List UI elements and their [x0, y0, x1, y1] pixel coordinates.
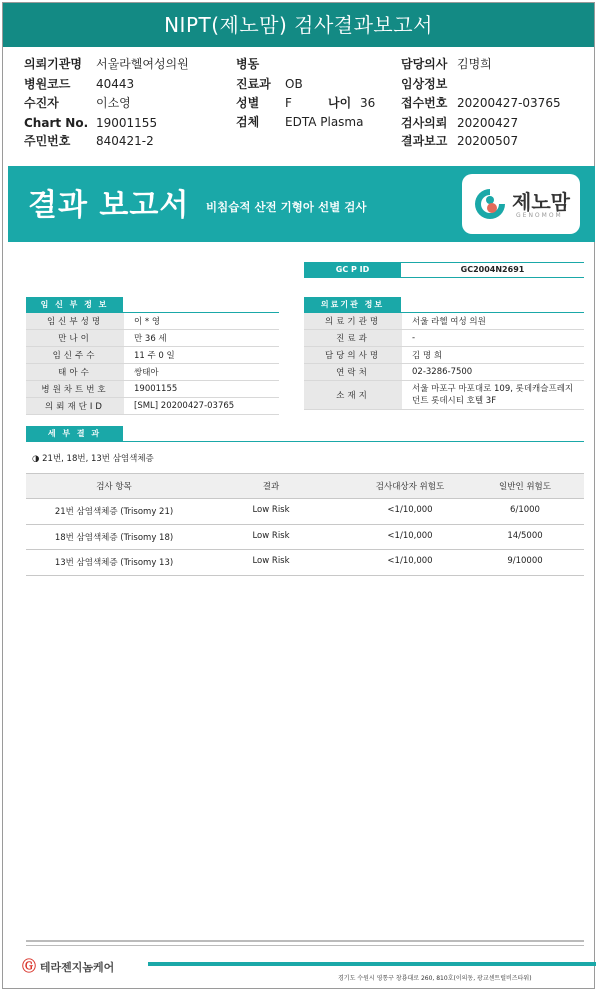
results-column-header: 일반인 위험도	[499, 482, 551, 492]
info-label: 태아수	[26, 364, 124, 381]
report-banner	[8, 166, 595, 242]
report-title: NIPT(제노맘) 검사결과보고서	[3, 3, 594, 47]
info-label: 임신부성명	[26, 313, 124, 330]
info-label: 의뢰재단ID	[26, 398, 124, 415]
info-value: 02-3286-7500	[402, 364, 584, 381]
value-sex: F	[285, 96, 292, 110]
results-cell: 21번 삼염색체증 (Trisomy 21)	[54, 507, 174, 517]
value-institution: 서울라헬여성의원	[96, 57, 189, 71]
company-name: 테라젠지놈케어	[39, 961, 115, 974]
value-receipt-no: 20200427-03765	[457, 96, 561, 110]
section-details: 세 부 결 과	[26, 426, 123, 441]
results-cell: 6/1000	[510, 505, 540, 515]
results-cell: <1/10,000	[387, 531, 433, 541]
terragen-logo	[22, 956, 114, 976]
label-specimen: 검체	[236, 115, 260, 129]
footer-divider	[26, 940, 584, 942]
info-value: -	[402, 330, 584, 347]
results-cell: 13번 삼염색체증 (Trisomy 13)	[54, 558, 174, 568]
label-sex: 성별	[236, 96, 260, 110]
label-chart-no: Chart No.	[24, 116, 89, 130]
results-cell: 14/5000	[507, 531, 543, 541]
banner-subtitle: 비침습적 산전 기형아 선별 검사	[206, 200, 367, 214]
info-label: 담당의사명	[304, 347, 402, 364]
row-divider	[26, 549, 584, 550]
info-value: 만 36 세	[124, 330, 279, 347]
label-receipt-no: 접수번호	[401, 96, 448, 110]
results-cell: 18번 삼염색체증 (Trisomy 18)	[54, 533, 174, 543]
info-label: 의료기관명	[304, 313, 402, 330]
info-value: 이 * 영	[124, 313, 279, 330]
label-report-date: 결과보고	[401, 134, 448, 148]
results-cell: <1/10,000	[387, 556, 433, 566]
info-value: 서울 라헬 여성 의원	[402, 313, 584, 330]
info-row	[304, 330, 584, 347]
label-ward: 병동	[236, 57, 260, 71]
info-label: 임신주수	[26, 347, 124, 364]
results-cell: 9/10000	[507, 556, 543, 566]
info-label: 만나이	[26, 330, 124, 347]
label-age: 나이	[328, 96, 352, 110]
info-label: 진료과	[304, 330, 402, 347]
genomom-logo	[462, 174, 580, 234]
row-divider	[26, 498, 584, 499]
company-address: 경기도 수원시 영통구 창룡대로 260, 810호(이의동, 광교센트럴비즈타워)	[338, 975, 532, 982]
value-request-date: 20200427	[457, 116, 519, 130]
info-value: 11 주 0 일	[124, 347, 279, 364]
value-patient: 이소영	[96, 96, 131, 110]
info-row	[26, 347, 279, 364]
label-clinical-info: 임상정보	[401, 77, 448, 91]
value-specimen: EDTA Plasma	[285, 115, 364, 129]
result-note	[32, 452, 154, 464]
section-institution-info: 의료기관 정보	[304, 297, 401, 312]
gcp-id-label: GC P ID	[304, 262, 401, 278]
value-department: OB	[285, 77, 303, 91]
institution-info-table	[304, 313, 584, 410]
patient-info-table	[26, 313, 279, 415]
section-patient-info: 임 신 부 정 보	[26, 297, 123, 312]
info-row	[26, 381, 279, 398]
logo-subtext: GENOMOM	[516, 212, 563, 219]
info-value: 김 명 희	[402, 347, 584, 364]
value-age: 36	[360, 96, 376, 110]
label-patient: 수진자	[24, 96, 59, 110]
half-circle-icon: ◑	[32, 454, 40, 464]
info-label: 연락처	[304, 364, 402, 381]
results-cell: Low Risk	[252, 531, 290, 541]
label-department: 진료과	[236, 77, 271, 91]
label-institution: 의뢰기관명	[24, 57, 82, 71]
results-cell: Low Risk	[252, 556, 290, 566]
gcp-id-value: GC2004N2691	[401, 262, 584, 278]
info-row	[26, 330, 279, 347]
value-hospital-code: 40443	[96, 77, 135, 91]
info-row	[26, 313, 279, 330]
results-column-header: 결과	[262, 482, 280, 492]
terragen-logo-icon: Ⓖ	[22, 959, 36, 975]
footer-accent-bar	[148, 962, 596, 966]
info-row	[304, 364, 584, 381]
info-row	[304, 347, 584, 364]
value-report-date: 20200507	[457, 134, 519, 148]
results-cell: <1/10,000	[387, 505, 433, 515]
value-resident-no: 840421-2	[96, 134, 154, 148]
info-value: 쌍태아	[124, 364, 279, 381]
info-label: 소재지	[304, 381, 402, 410]
logo-text: 제노맘	[512, 190, 570, 214]
result-note-text: 21번, 18번, 13번 삼염색체증	[42, 454, 154, 464]
label-request-date: 검사의뢰	[401, 116, 448, 130]
banner-title: 결과 보고서	[28, 188, 190, 223]
value-doctor: 김명희	[457, 57, 492, 71]
genomom-logo-icon	[472, 186, 508, 222]
info-value: 서울 마포구 마포대로 109, 롯데캐슬프레지던트 롯데시티 호텔 3F	[402, 381, 584, 410]
label-hospital-code: 병원코드	[24, 77, 71, 91]
results-column-header: 검사 항목	[96, 482, 132, 492]
label-doctor: 담당의사	[401, 57, 448, 71]
label-resident-no: 주민번호	[24, 134, 71, 148]
info-value: 19001155	[124, 381, 279, 398]
info-label: 병원차트번호	[26, 381, 124, 398]
info-row	[304, 381, 584, 410]
results-column-header: 검사대상자 위험도	[375, 482, 445, 492]
footer-divider	[26, 945, 584, 946]
info-row	[304, 313, 584, 330]
row-divider	[26, 524, 584, 525]
row-divider	[26, 575, 584, 576]
results-cell: Low Risk	[252, 505, 290, 515]
info-row	[26, 398, 279, 415]
section-divider	[26, 441, 584, 442]
info-value: [SML] 20200427-03765	[124, 398, 279, 415]
info-row	[26, 364, 279, 381]
value-chart-no: 19001155	[96, 116, 158, 130]
